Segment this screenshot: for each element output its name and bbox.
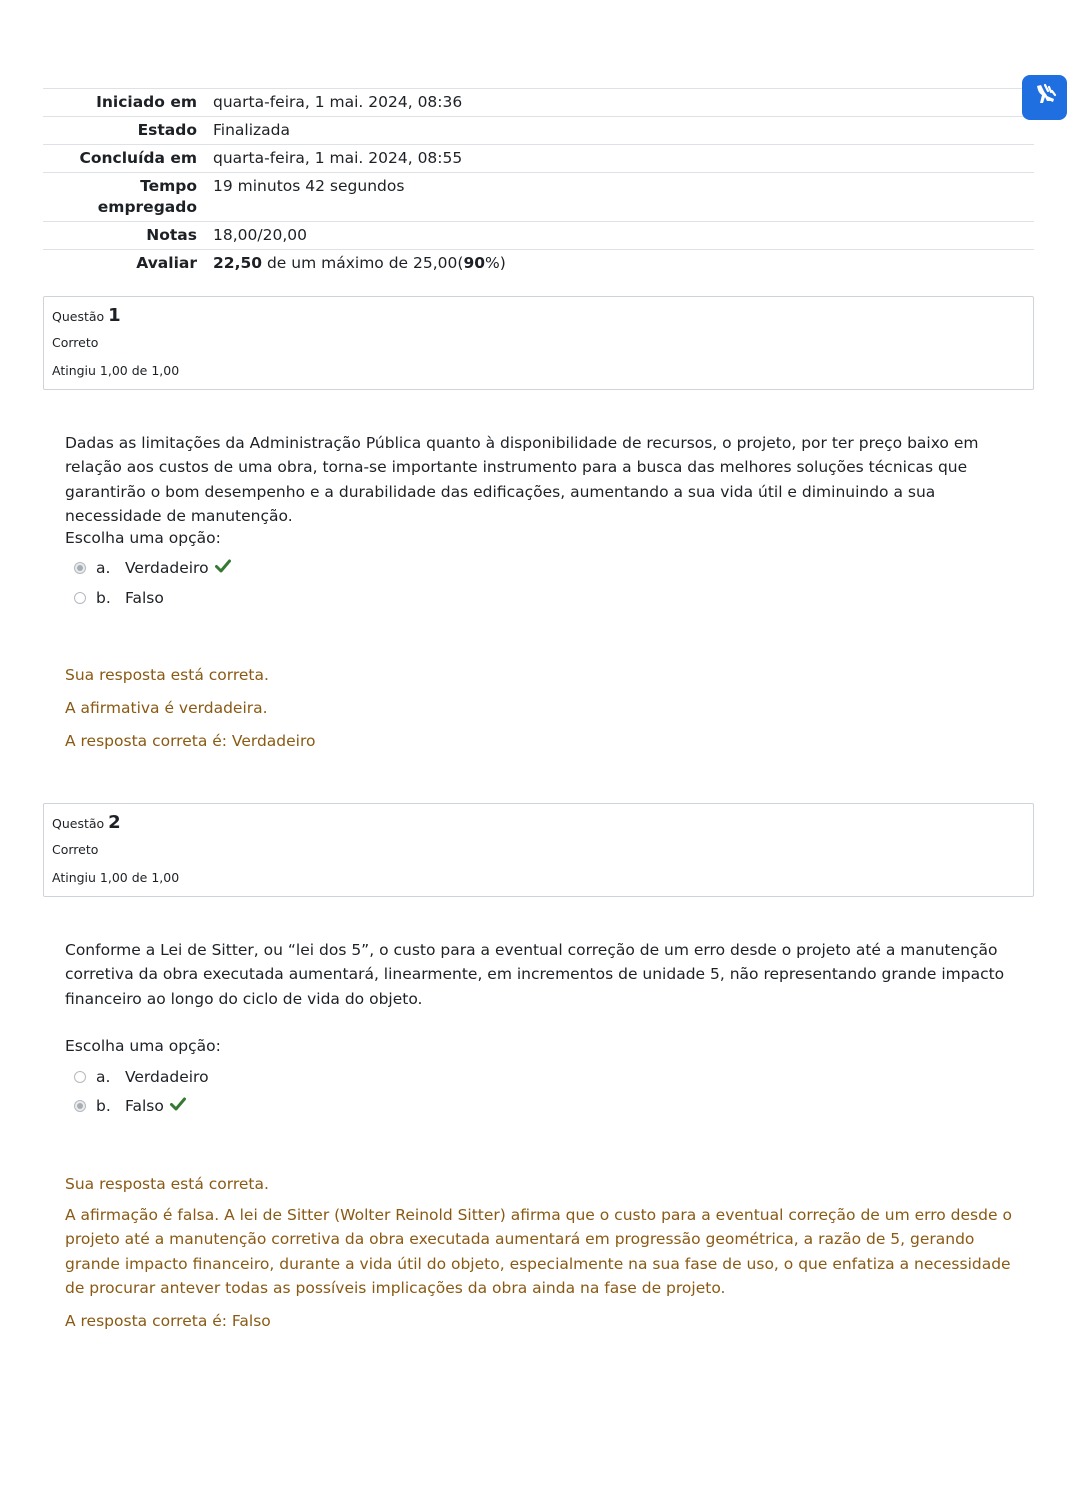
question-state: Correto xyxy=(52,842,99,857)
summary-row-marks xyxy=(43,222,1034,250)
radio-button[interactable] xyxy=(74,1071,86,1083)
summary-value: Finalizada xyxy=(213,117,1034,145)
option-letter: b. xyxy=(96,1097,111,1115)
feedback-status: Sua resposta está correta. xyxy=(65,666,269,684)
grade-score: 22,50 xyxy=(213,254,263,272)
option-letter: b. xyxy=(96,589,111,607)
question-grade: Atingiu 1,00 de 1,00 xyxy=(52,363,180,378)
correct-check-icon xyxy=(170,1097,186,1115)
option-prompt: Escolha uma opção: xyxy=(65,529,221,547)
summary-label: Notas xyxy=(43,222,213,250)
question-text: Conforme a Lei de Sitter, ou “lei dos 5”, o custo para a eventual correção de um erro desde o projeto até a manutenção corretiva da obra executada aumentará, linearmente, em incrementos de unidade 5, não representando grande impacto financeiro ao longo do ciclo de vida do objeto. xyxy=(65,941,1005,1008)
right-answer: A resposta correta é: Falso xyxy=(65,1312,271,1330)
summary-label: Iniciado em xyxy=(43,89,213,117)
radio-button-selected[interactable] xyxy=(74,562,86,574)
summary-value: quarta-feira, 1 mai. 2024, 08:55 xyxy=(213,145,1034,173)
summary-label: Concluída em xyxy=(43,145,213,173)
answer-option[interactable] xyxy=(74,587,164,609)
radio-button[interactable] xyxy=(74,592,86,604)
question-number: Questão 1 xyxy=(52,305,121,326)
summary-value: quarta-feira, 1 mai. 2024, 08:36 xyxy=(213,89,1034,117)
question-info-box xyxy=(43,296,1034,390)
attempt-summary-table xyxy=(43,88,1034,277)
question-grade: Atingiu 1,00 de 1,00 xyxy=(52,870,180,885)
summary-row-state xyxy=(43,117,1034,145)
grade-middle: de um máximo de 25,00( xyxy=(266,254,464,272)
question-number: Questão 2 xyxy=(52,812,121,833)
answer-option[interactable] xyxy=(74,1066,209,1088)
grade-percent: 90 xyxy=(463,254,486,272)
option-prompt: Escolha uma opção: xyxy=(65,1037,221,1055)
accessibility-button[interactable] xyxy=(1022,75,1067,120)
question-text: Dadas as limitações da Administração Pública quanto à disponibilidade de recursos, o projeto, por ter preço baixo em relação aos custos de uma obra, torna-se importante instrumento para a busca das melhores soluções técnicas que garantirão o bom desempenho e a durabilidade das edificações, aumentando a sua vida útil e diminuindo a sua necessidade de manutenção. xyxy=(65,434,979,525)
question-info-box xyxy=(43,803,1034,897)
summary-label: Tempo empregado xyxy=(43,173,213,222)
summary-row-grade xyxy=(43,250,1034,278)
summary-value: 19 minutos 42 segundos xyxy=(213,173,1034,222)
question-state: Correto xyxy=(52,335,99,350)
option-label: Falso xyxy=(125,1097,164,1115)
option-label: Verdadeiro xyxy=(125,1068,209,1086)
summary-label: Avaliar xyxy=(43,250,213,278)
right-answer: A resposta correta é: Verdadeiro xyxy=(65,732,316,750)
answer-option[interactable] xyxy=(74,557,231,579)
sign-language-hands-icon xyxy=(1031,82,1059,114)
summary-value xyxy=(213,250,1034,278)
summary-value: 18,00/20,00 xyxy=(213,222,1034,250)
correct-check-icon xyxy=(215,559,231,577)
option-letter: a. xyxy=(96,559,111,577)
general-feedback: A afirmativa é verdadeira. xyxy=(65,699,268,717)
option-label: Falso xyxy=(125,589,164,607)
summary-label: Estado xyxy=(43,117,213,145)
general-feedback: A afirmação é falsa. A lei de Sitter (Wolter Reinold Sitter) afirma que o custo para a eventual correção de um erro desde o projeto até a manutenção corretiva da obra executada aumentará em progressão geométrica, a razão de 5, gerando grande impacto financeiro, durante a vida útil do objeto, especialmente na sua fase de uso, o que enfatiza a necessidade de procurar antever todas as possíveis implicações da obra ainda na fase de projeto. xyxy=(65,1206,1012,1297)
option-label: Verdadeiro xyxy=(125,559,209,577)
radio-button-selected[interactable] xyxy=(74,1100,86,1112)
summary-row-time xyxy=(43,173,1034,222)
grade-suffix: %) xyxy=(485,254,506,272)
answer-option[interactable] xyxy=(74,1095,186,1117)
feedback-status: Sua resposta está correta. xyxy=(65,1175,269,1193)
option-letter: a. xyxy=(96,1068,111,1086)
summary-row-completed xyxy=(43,145,1034,173)
summary-row-started xyxy=(43,89,1034,117)
